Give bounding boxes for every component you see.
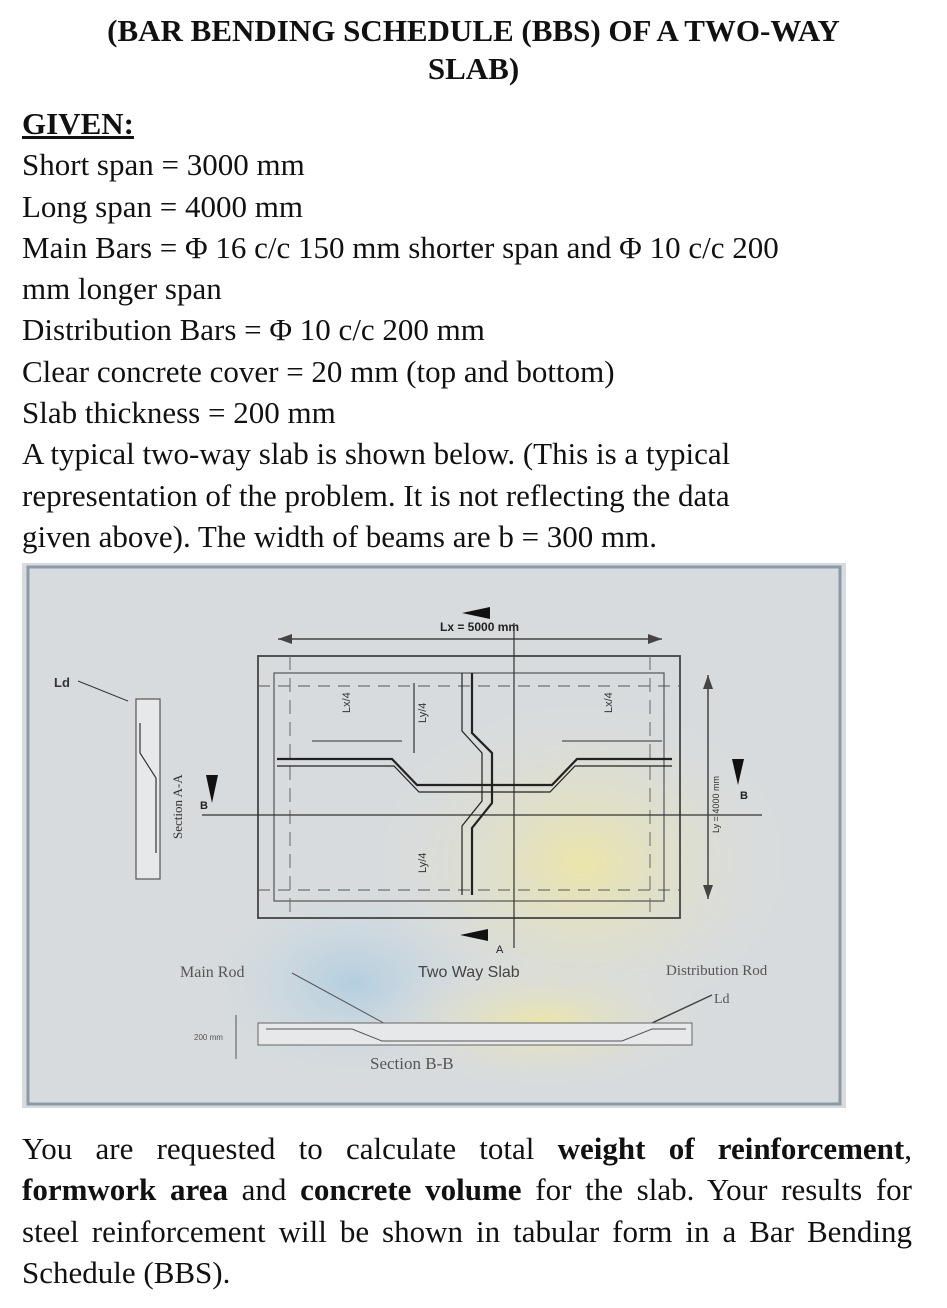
- title-line-1: (BAR BENDING SCHEDULE (BBS) OF A TWO-WAY: [107, 13, 840, 48]
- given-section: [22, 103, 922, 557]
- ly4-label-bottom: Ly/4: [417, 852, 429, 873]
- ld-left-label: Ld: [54, 675, 70, 690]
- concrete-cover: Clear concrete cover = 20 mm (top and bottom): [22, 353, 615, 389]
- instructions-text-1: You are requested to calculate total: [22, 1131, 558, 1166]
- mark-b-left: B: [200, 800, 208, 812]
- note-line-2: representation of the problem. It is not reflecting the data: [22, 477, 730, 513]
- note-line-3: given above). The width of beams are b = 300 mm.: [22, 518, 658, 554]
- main-bars-line-2: mm longer span: [22, 271, 222, 307]
- note-line-1: A typical two-way slab is shown below. (This is a typical: [22, 436, 731, 472]
- distribution-bars: Distribution Bars = Φ 10 c/c 200 mm: [22, 312, 485, 348]
- two-way-slab-label: Two Way Slab: [418, 964, 520, 981]
- lx4-label-right: Lx/4: [603, 692, 615, 713]
- long-span: Long span = 4000 mm: [22, 188, 303, 224]
- main-rod-label: Main Rod: [180, 964, 245, 981]
- short-span: Short span = 3000 mm: [22, 147, 305, 183]
- instructions-text-2: ,: [904, 1131, 912, 1166]
- section-aa-label: Section A-A: [170, 774, 185, 839]
- formwork-area: formwork area: [22, 1172, 228, 1208]
- mark-a: A: [496, 944, 504, 956]
- mm200-label: 200 mm: [194, 1033, 223, 1042]
- mark-b-right: B: [740, 790, 748, 802]
- lx4-label-left: Lx/4: [341, 692, 353, 713]
- main-bars-line-1: Main Bars = Φ 16 c/c 150 mm shorter span and Φ 10 c/c 200: [22, 229, 779, 265]
- slab-drawing-svg: [22, 563, 846, 1108]
- ly4-label-top: Ly/4: [417, 702, 429, 723]
- title-line-2: SLAB): [427, 51, 520, 86]
- slab-drawing: [22, 563, 846, 1108]
- slab-thickness: Slab thickness = 200 mm: [22, 395, 336, 431]
- concrete-volume: concrete volume: [300, 1172, 522, 1208]
- document-title: [0, 12, 947, 88]
- instructions-text-4: for the slab. Your results for steel reinforcement will be shown in tabular form in a Bar Bending Schedule (BBS).: [22, 1172, 912, 1290]
- instructions-text-3: and: [227, 1172, 301, 1208]
- ld-right-label: Ld: [714, 992, 730, 1007]
- section-bb-label: Section B-B: [370, 1054, 454, 1073]
- weight-of-reinforcement: weight of reinforcement: [557, 1131, 905, 1166]
- ly-label: Ly = 4000 mm: [711, 776, 721, 833]
- given-heading: GIVEN:: [22, 106, 134, 141]
- section-bb-outline: [258, 1023, 692, 1045]
- instructions-paragraph: [22, 1128, 912, 1293]
- distribution-rod-label: Distribution Rod: [666, 963, 768, 979]
- lx-label: Lx = 5000 mm: [440, 620, 520, 634]
